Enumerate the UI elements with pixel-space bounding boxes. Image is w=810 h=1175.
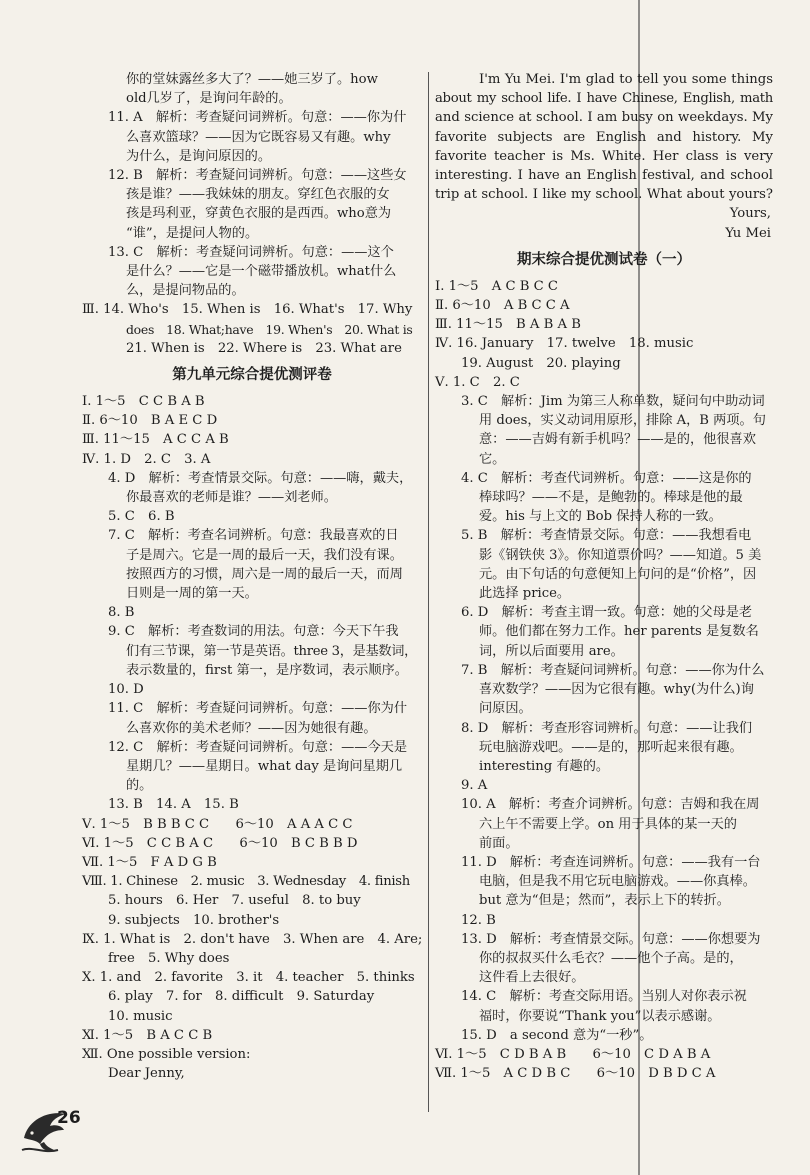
answer-line: “谁”，是提问人物的。 [126,225,259,241]
answer-line: Ⅴ. 1～5 B B B C C 6～10 A A A C C [82,816,353,832]
answer-line: Dear Jenny, [108,1066,185,1082]
answer-line: free 5. Why does [108,950,230,966]
answer-line: 13. C 解析：考查疑问词辨析。句意：——这个 [108,244,394,260]
answer-line: 意：——吉姆有新手机吗？——是的，他很喜欢 [479,432,756,448]
answer-line: 19. August 20. playing [461,355,621,371]
answer-line: interesting 有趣的。 [479,758,610,774]
answer-line: 日则是一周的第一天。 [126,586,258,602]
answer-line: 7. C 解析：考查名词辨析。句意：我最喜欢的日 [108,528,399,544]
answer-line: Ⅲ. 11～15 B A B A B [435,317,581,333]
answer-line: Ⅰ. 1～5 C C B A B [82,394,205,410]
answer-line: favorite subjects are English and history. My [435,129,773,145]
answer-line: 14. C 解析：考查交际用语。当别人对你表示祝 [461,989,747,1005]
answer-line: 8. B [108,605,135,621]
answer-line: 9. A [461,778,488,794]
answer-line: does 18. What;have 19. When's 20. What is [126,321,413,337]
right-column [435,70,773,1083]
answer-line: 13. D 解析：考查情景交际。句意：——你想要为 [461,931,761,947]
answer-line: Ⅹ. 1. and 2. favorite 3. it 4. teacher 5. thinks [82,970,415,986]
answer-line: favorite teacher is Ms. White. Her class is very [435,148,773,164]
answer-line: 这件看上去很好。 [479,970,585,986]
answer-line: 8. D 解析：考查形容词辨析。句意：——让我们 [461,720,753,736]
answer-line: 么喜欢篮球？——因为它既容易又有趣。why [126,129,391,145]
answer-line: Ⅶ. 1～5 F A D G B [82,854,217,870]
answer-line: 是什么？——它是一个磁带播放机。what什么 [126,264,397,280]
answer-line: 按照西方的习惯，周六是一周的最后一天，而周 [126,566,403,582]
answer-line: 12. C 解析：考查疑问词辨析。句意：——今天是 [108,739,408,755]
answer-line: Ⅶ. 1～5 A C D B C 6～10 D B D C A [435,1066,716,1082]
answer-line: 10. D [108,682,144,698]
answer-line: 你的叔叔买什么毛衣？——他个子高。是的， [479,950,743,966]
answer-line: 的。 [126,778,153,794]
answer-line: Ⅻ. One possible version: [82,1046,251,1062]
answer-line: 孩是玛利亚，穿黄色衣服的是西西。who意为 [126,206,392,222]
answer-line: trip at school. I like my school. What about yours? [435,187,773,203]
answer-line: 12. B [461,912,496,928]
left-column [82,70,422,1083]
answer-line: 7. B 解析：考查疑问词辨析。句意：——你为什么 [461,662,765,678]
answer-line: 元。由下句话的句意便知上句问的是“价格”，因 [479,566,757,582]
answer-line: 么喜欢你的美术老师？——因为她很有趣。 [126,720,377,736]
answer-line: 子是周六。它是一周的最后一天，我们没有课。 [126,547,403,563]
answer-line: 么，是提问物品的。 [126,283,245,299]
answer-line: 12. B 解析：考查疑问词辨析。句意：——这些女 [108,168,407,184]
answer-line: interesting. I have an English festival, and school [435,168,773,184]
answer-line: 此选择 price。 [479,586,571,602]
answer-line: 师。他们都在努力工作。her parents 是复数名 [479,624,759,640]
page-number: 26 [57,1108,81,1128]
answer-line: 孩是谁？——我妹妹的朋友。穿红色衣服的女 [126,187,390,203]
answer-line: 6. D 解析：考查主谓一致。句意：她的父母是老 [461,605,753,621]
answer-line: 你的堂妹露丝多大了？——她三岁了。how [126,72,378,87]
answer-line: Ⅲ. 14. Who's 15. When is 16. What's 17. Why [82,302,413,318]
column-divider [428,72,429,1112]
answer-line: 15. D a second 意为“一秒”。 [461,1027,653,1043]
answer-line: 11. D 解析：考查连词辨析。句意：——我有一台 [461,854,761,870]
answer-line: 前面。 [479,835,519,851]
answer-line: 11. A 解析：考查疑问词辨析。句意：——你为什 [108,110,407,126]
answer-line: 10. A 解析：考查介词辨析。句意：吉姆和我在周 [461,797,760,813]
answer-line: 玩电脑游戏吧。——是的，那听起来很有趣。 [479,739,743,755]
answer-line: 问原因。 [479,701,532,717]
answer-line: 你最喜欢的老师是谁？——刘老师。 [126,490,337,506]
answer-line: 4. C 解析：考查代词辨析。句意：——这是你的 [461,470,752,486]
answer-line: Ⅺ. 1～5 B A C C B [82,1027,213,1043]
answer-line: Ⅸ. 1. What is 2. don't have 3. When are 4. Are; [82,931,423,947]
answer-line: 5. B 解析：考查情景交际。句意：——我想看电 [461,528,752,544]
answer-line: Ⅵ. 1～5 C C B A C 6～10 B C B B D [82,835,358,851]
answer-line: 词，所以后面要用 are。 [479,643,624,659]
answer-line: Ⅰ. 1～5 A C B C C [435,278,559,294]
answer-line: 4. D 解析：考查情景交际。句意：——嗨，戴夫， [108,470,413,486]
answer-line: Ⅵ. 1～5 C D B A B 6～10 C D A B A [435,1046,711,1062]
answer-line: Ⅷ. 1. Chinese 2. music 3. Wednesday 4. finish [82,874,410,890]
answer-line: 们有三节课，第一节是英语。three 3，是基数词， [126,643,418,659]
answer-line: Ⅳ. 16. January 17. twelve 18. music [435,336,694,352]
answer-line: 10. music [108,1008,173,1024]
answer-line: Yours, [729,206,771,222]
answer-line: 6. play 7. for 8. difficult 9. Saturday [108,989,375,1005]
answer-line: 棒球吗？——不是，是鲍勃的。棒球是他的最 [479,490,743,506]
answer-line: Ⅴ. 1. C 2. C [435,374,520,390]
section-title: 期末综合提优测试卷（一） [517,251,691,268]
answer-line: 21. When is 22. Where is 23. What are [126,340,402,356]
answer-line: old几岁了，是询问年龄的。 [126,91,292,107]
answer-line: Ⅲ. 11～15 A C C A B [82,432,229,448]
answer-line: Ⅳ. 1. D 2. C 3. A [82,451,211,467]
answer-line: 用 does，实义动词用原形，排除 A，B 两项。句 [479,413,766,429]
answer-line: I'm Yu Mei. I'm glad to tell you some things [479,72,773,87]
answer-line: Yu Mei [725,225,771,241]
answer-line: Ⅱ. 6～10 A B C C A [435,298,570,314]
answer-line: 13. B 14. A 15. B [108,797,239,813]
answer-line: 表示数量的，first 第一，是序数词，表示顺序。 [126,662,408,678]
answer-line: 9. C 解析：考查数词的用法。句意：今天下午我 [108,624,399,640]
answer-line: 9. subjects 10. brother's [108,912,280,928]
answer-line: 5. hours 6. Her 7. useful 8. to buy [108,893,361,909]
answer-line: about my school life. I have Chinese, English, math [435,91,773,107]
answer-line: 星期几？——星期日。what day 是询问星期几 [126,758,403,774]
answer-line: 福时，你要说“Thank you”以表示感谢。 [479,1008,721,1024]
answer-line: 5. C 6. B [108,509,175,525]
answer-line: 六上午不需要上学。on 用于具体的某一天的 [479,816,737,832]
section-title: 第九单元综合提优测评卷 [172,367,332,384]
answer-line: 3. C 解析：Jim 为第三人称单数，疑问句中助动词 [461,394,765,410]
answer-line: 它。 [479,451,506,467]
answer-line: 喜欢数学？——因为它很有趣。why(为什么)询 [479,682,754,698]
answer-line: but 意为“但是；然而”，表示上下的转折。 [479,893,730,909]
answer-line: 爱。his 与上文的 Bob 保持人称的一致。 [479,509,722,525]
answer-line: 为什么，是询问原因的。 [126,148,272,164]
answer-line: and science at school. I am busy on weekdays. My [435,110,773,126]
answer-line: 11. C 解析：考查疑问词辨析。句意：——你为什 [108,701,408,717]
answer-line: 电脑，但是我不用它玩电脑游戏。——你真棒。 [479,874,756,890]
answer-line: Ⅱ. 6～10 B A E C D [82,413,218,429]
answer-line: 影《钢铁侠 3》。你知道票价吗？——知道。5 美 [479,547,762,563]
